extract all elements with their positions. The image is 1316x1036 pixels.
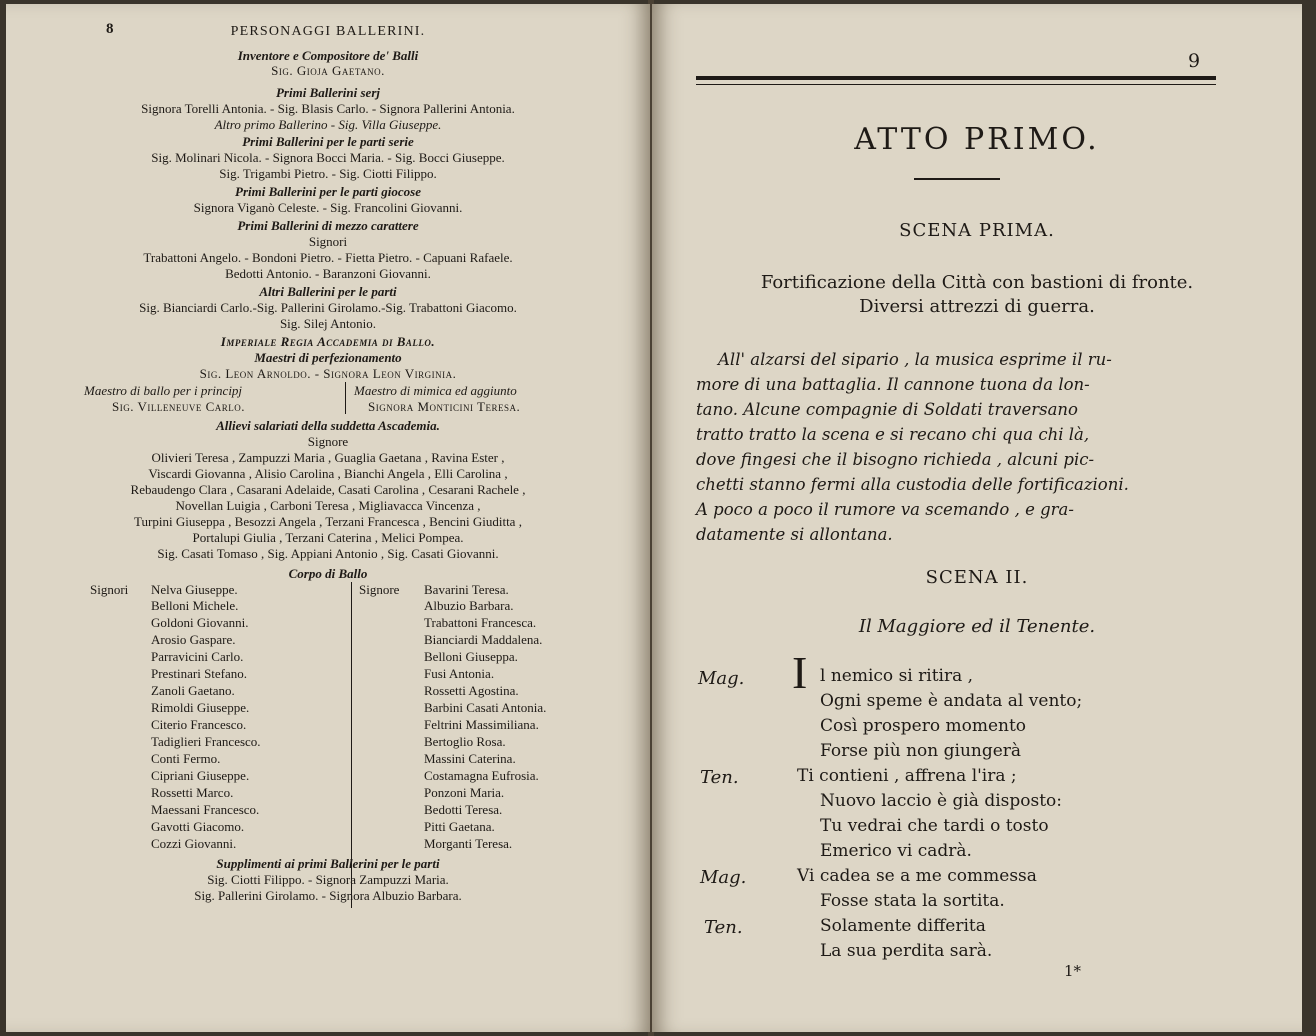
left-page — [6, 4, 650, 1032]
verse-line: Tu vedrai che tardi o tosto — [820, 816, 1049, 836]
corpo-woman: Trabattoni Francesca. — [424, 615, 537, 630]
corpo-woman: Feltrini Massimiliana. — [424, 717, 539, 732]
corpo-woman: Pitti Gaetana. — [424, 819, 495, 834]
corpo-woman: Bedotti Teresa. — [424, 802, 503, 817]
supplimenti-heading: Supplimenti ai primi Ballerini per le parti — [216, 856, 440, 871]
altri-line-1: Sig. Bianciardi Carlo.-Sig. Pallerini Girolamo.-Sig. Trabattoni Giacomo. — [139, 300, 517, 315]
corpo-woman: Bertoglio Rosa. — [424, 734, 506, 749]
altri-heading: Altri Ballerini per le parti — [259, 284, 397, 299]
top-rule-thick — [696, 76, 1216, 80]
corpo-man: Arosio Gaspare. — [151, 632, 236, 647]
mezzo-signori: Signori — [308, 234, 348, 249]
verse-line: Forse più non giungerà — [820, 741, 1022, 761]
maestro-principj-label: Maestro di ballo per i principj — [84, 383, 243, 398]
corpo-man: Citerio Francesco. — [151, 717, 247, 732]
stage-direction-line: more di una battaglia. Il cannone tuona da lon- — [696, 375, 1090, 394]
parti-serie-line-2: Sig. Trigambi Pietro. - Sig. Ciotti Filippo. — [219, 166, 437, 181]
maestro-principj-name: Sig. Villeneuve Carlo. — [112, 399, 246, 414]
altri-line-2: Sig. Silej Antonio. — [279, 316, 377, 331]
verse-line: Ti contieni , affrena l'ira ; — [797, 766, 1017, 786]
stage-direction-line: dove fingesi che il bisogno richieda , alcuni pic- — [696, 450, 1095, 469]
stage-direction-line: datamente si allontana. — [696, 525, 893, 544]
scene1-title: SCENA PRIMA. — [899, 220, 1055, 241]
verse-line: l nemico si ritira , — [820, 666, 974, 686]
right-page — [652, 4, 1302, 1032]
drop-cap: I — [792, 647, 808, 698]
allievi-line: Novellan Luigia , Carboni Teresa , Migliavacca Vincenza , — [175, 498, 481, 513]
corpo-woman: Costamagna Eufrosia. — [424, 768, 539, 783]
maestri-divider — [345, 382, 346, 414]
running-head: PERSONAGGI BALLERINI. — [230, 24, 426, 39]
verse-line: Vi cadea se a me commessa — [797, 866, 1037, 886]
stage-direction-line: All' alzarsi del sipario , la musica esprime il ru- — [718, 350, 1112, 369]
inventor-heading: Inventore e Compositore de' Balli — [237, 48, 419, 63]
primi-serj-heading: Primi Ballerini serj — [275, 85, 380, 100]
parti-serie-line-1: Sig. Molinari Nicola. - Signora Bocci Maria. - Sig. Bocci Giuseppe. — [151, 150, 505, 165]
supplimenti-line-1: Sig. Ciotti Filippo. - Signora Zampuzzi Maria. — [207, 872, 449, 887]
corpo-woman: Barbini Casati Antonia. — [424, 700, 547, 715]
corpo-man: Cozzi Giovanni. — [151, 836, 237, 851]
primi-serj-line: Signora Torelli Antonia. - Sig. Blasis Carlo. - Signora Pallerini Antonia. — [141, 101, 515, 116]
allievi-heading: Allievi salariati della suddetta Ascademia. — [216, 418, 440, 433]
allievi-line: Sig. Casati Tomaso , Sig. Appiani Antonio , Sig. Casati Giovanni. — [157, 546, 499, 561]
speaker-label: Mag. — [700, 867, 747, 888]
corpo-woman: Massini Caterina. — [424, 751, 516, 766]
signature-mark: 1* — [1064, 962, 1082, 980]
corpo-man: Goldoni Giovanni. — [151, 615, 249, 630]
supplimenti-line-2: Sig. Pallerini Girolamo. - Signora Albuzio Barbara. — [194, 888, 462, 903]
parti-serie-heading: Primi Ballerini per le parti serie — [242, 134, 414, 149]
corpo-woman: Bianciardi Maddalena. — [424, 632, 543, 647]
verse-line: Solamente differita — [820, 916, 986, 936]
corpo-man: Cipriani Giuseppe. — [151, 768, 250, 783]
right-page-number: 9 — [1188, 50, 1201, 72]
maestri-heading: Maestri di perfezionamento — [254, 350, 402, 365]
corpo-man: Belloni Michele. — [151, 598, 239, 613]
corpo-woman: Albuzio Barbara. — [424, 598, 514, 613]
corpo-man: Prestinari Stefano. — [151, 666, 248, 681]
inventor-name: Sig. Gioja Gaetano. — [271, 63, 385, 78]
stage-direction-line: tratto tratto la scena e si recano chi qua chi là, — [696, 425, 1090, 444]
corpo-woman: Ponzoni Maria. — [424, 785, 505, 800]
act-ornament-rule — [914, 178, 1000, 180]
corpo-woman: Belloni Giuseppa. — [424, 649, 518, 664]
verse-line: Fosse stata la sortita. — [820, 891, 1005, 911]
corpo-man: Parravicini Carlo. — [151, 649, 244, 664]
corpo-man: Maessani Francesco. — [151, 802, 260, 817]
top-rule-thin — [696, 84, 1216, 85]
stage-direction-line: chetti stanno fermi alla custodia delle fortificazioni. — [696, 475, 1129, 494]
corpo-man: Rossetti Marco. — [151, 785, 234, 800]
setting-line-1: Fortificazione della Città con bastioni di fronte. — [760, 272, 1194, 293]
allievi-line: Rebaudengo Clara , Casarani Adelaide, Casati Carolina , Cesarani Rachele , — [130, 482, 526, 497]
left-page-number: 8 — [106, 21, 114, 37]
corpo-man: Zanoli Gaetano. — [151, 683, 235, 698]
signori-label: Signori — [90, 582, 129, 597]
verse-line: Emerico vi cadrà. — [820, 841, 972, 861]
verse-line: Così prospero momento — [820, 716, 1027, 736]
corpo-woman: Fusi Antonia. — [424, 666, 495, 681]
maestro-mimica-name: Signora Monticini Teresa. — [368, 399, 521, 414]
maestri-line: Sig. Leon Arnoldo. - Signora Leon Virginia. — [199, 366, 457, 381]
corpo-woman: Rossetti Agostina. — [424, 683, 519, 698]
scene2-title: SCENA II. — [925, 567, 1029, 588]
corpo-woman: Morganti Teresa. — [424, 836, 513, 851]
mezzo-line-2: Bedotti Antonio. - Baranzoni Giovanni. — [225, 266, 431, 281]
allievi-line: Viscardi Giovanna , Alisio Carolina , Bianchi Angela , Elli Carolina , — [148, 466, 508, 481]
scene2-characters: Il Maggiore ed il Tenente. — [858, 616, 1096, 637]
giocose-heading: Primi Ballerini per le parti giocose — [235, 184, 421, 199]
speaker-label: Mag. — [698, 668, 745, 689]
giocose-line: Signora Viganò Celeste. - Sig. Francolini Giovanni. — [193, 200, 463, 215]
corpo-man: Rimoldi Giuseppe. — [151, 700, 250, 715]
accademia-heading: Imperiale Regia Accademia di Ballo. — [220, 334, 436, 349]
act-title: ATTO PRIMO. — [854, 122, 1100, 157]
altro-primo-line: Altro primo Ballerino - Sig. Villa Giuseppe. — [214, 117, 442, 132]
verse-line: Ogni speme è andata al vento; — [820, 691, 1083, 711]
corpo-man: Gavotti Giacomo. — [151, 819, 245, 834]
corpo-heading: Corpo di Ballo — [288, 566, 368, 581]
verse-line: Nuovo laccio è già disposto: — [820, 791, 1062, 811]
stage-direction-line: tano. Alcune compagnie di Soldati traversano — [696, 400, 1078, 419]
verse-line: La sua perdita sarà. — [820, 941, 993, 961]
mezzo-line-1: Trabattoni Angelo. - Bondoni Pietro. - Fietta Pietro. - Capuani Rafaele. — [143, 250, 513, 265]
mezzo-heading: Primi Ballerini di mezzo carattere — [237, 218, 419, 233]
corpo-woman: Bavarini Teresa. — [424, 582, 509, 597]
setting-line-2: Diversi attrezzi di guerra. — [859, 296, 1095, 317]
allievi-signore: Signore — [307, 434, 349, 449]
allievi-line: Portalupi Giulia , Terzani Caterina , Melici Pompea. — [192, 530, 464, 545]
signore-label: Signore — [359, 582, 400, 597]
speaker-label: Ten. — [700, 767, 739, 788]
maestro-mimica-label: Maestro di mimica ed aggiunto — [354, 383, 517, 398]
corpo-man: Tadiglieri Francesco. — [151, 734, 261, 749]
speaker-label: Ten. — [704, 917, 743, 938]
corpo-man: Nelva Giuseppe. — [151, 582, 238, 597]
allievi-line: Olivieri Teresa , Zampuzzi Maria , Guaglia Gaetana , Ravina Ester , — [151, 450, 505, 465]
stage-direction-line: A poco a poco il rumore va scemando , e gra- — [696, 500, 1074, 519]
corpo-man: Conti Fermo. — [151, 751, 221, 766]
allievi-line: Turpini Giuseppa , Besozzi Angela , Terzani Francesca , Bencini Giuditta , — [134, 514, 522, 529]
